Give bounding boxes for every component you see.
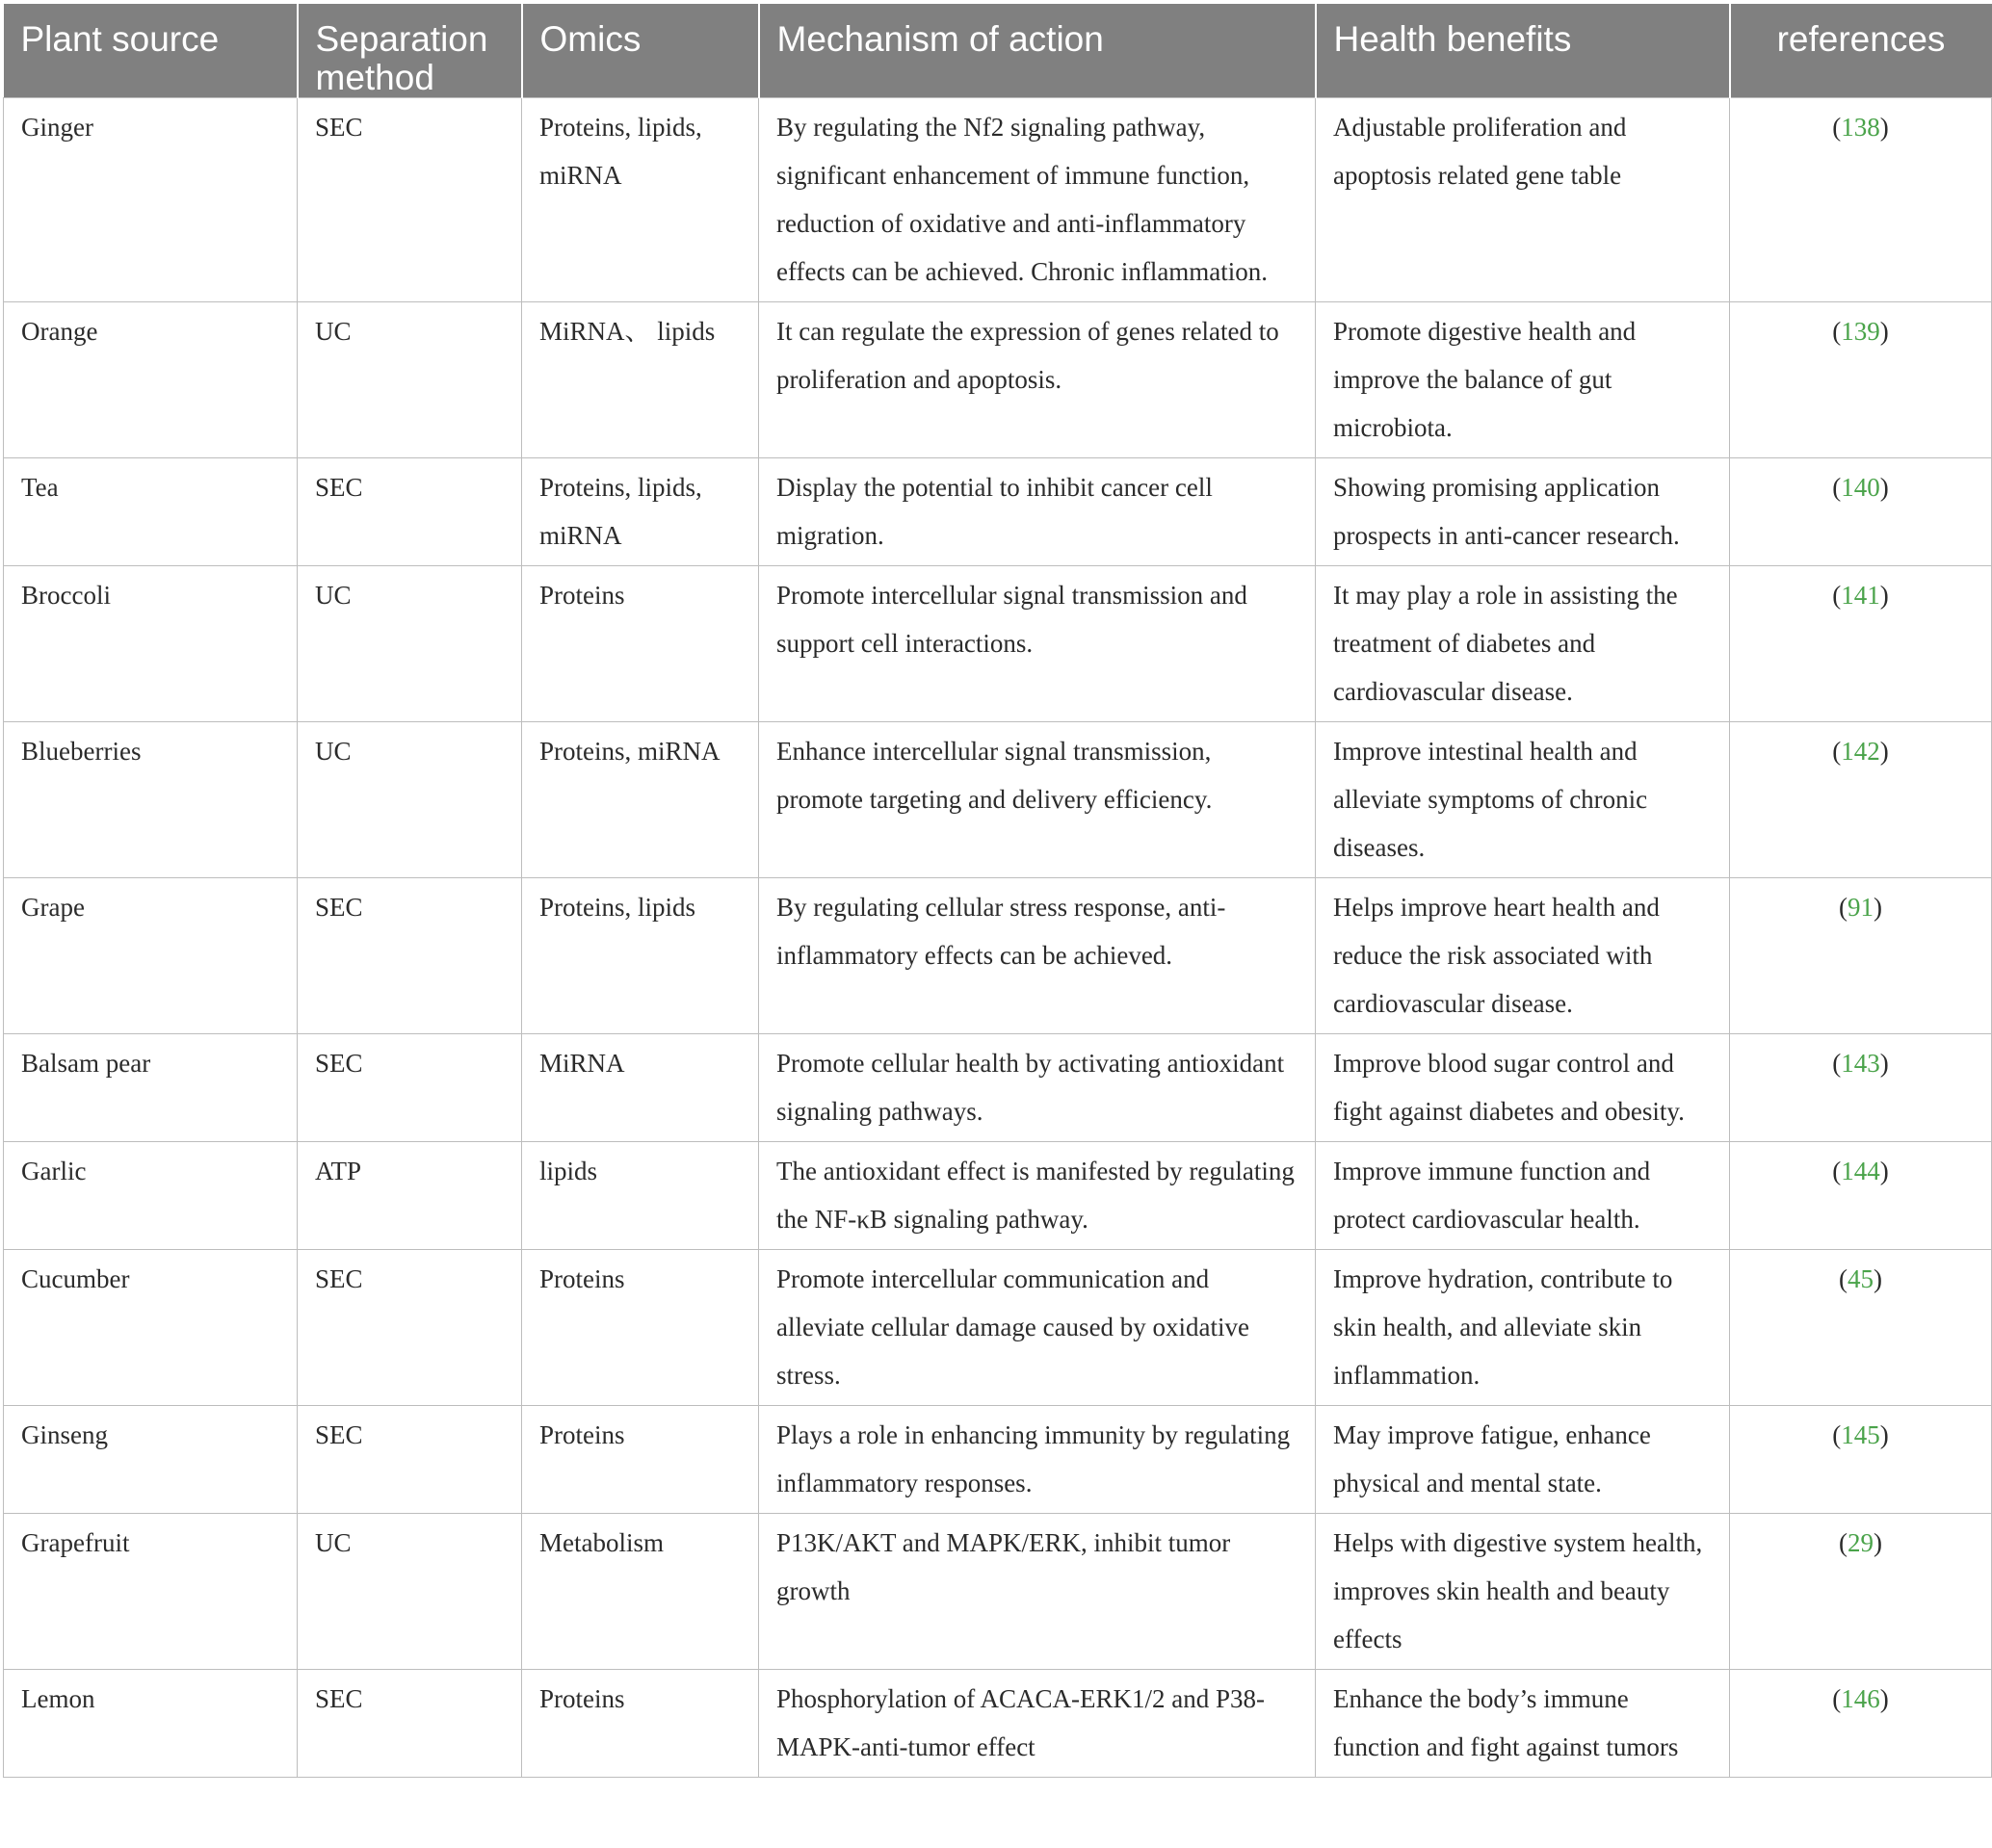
table-row xyxy=(4,722,1992,878)
cell-separation-method: UC xyxy=(298,302,522,458)
cell-reference xyxy=(1730,1250,1992,1406)
cell-plant-source: Cucumber xyxy=(4,1250,298,1406)
cell-mechanism: Plays a role in enhancing immunity by regulating inflammatory responses. xyxy=(759,1406,1316,1514)
cell-separation-method: SEC xyxy=(298,98,522,302)
cell-separation-method: UC xyxy=(298,1514,522,1670)
reference-link[interactable]: 143 xyxy=(1841,1049,1880,1078)
reference-open-paren: ( xyxy=(1832,737,1842,766)
reference-open-paren: ( xyxy=(1839,1528,1848,1557)
cell-mechanism: Display the potential to inhibit cancer cell migration. xyxy=(759,458,1316,566)
cell-health-benefits: Enhance the body’s immune function and fight against tumors xyxy=(1316,1670,1730,1778)
table-row xyxy=(4,1142,1992,1250)
table-row xyxy=(4,98,1992,302)
reference-open-paren: ( xyxy=(1832,1157,1842,1185)
cell-separation-method: SEC xyxy=(298,1406,522,1514)
cell-plant-source: Ginseng xyxy=(4,1406,298,1514)
cell-reference xyxy=(1730,1034,1992,1142)
cell-mechanism: By regulating the Nf2 signaling pathway, significant enhancement of immune function, reduction of oxidative and anti-inflammatory effects can be achieved. Chronic inflammation. xyxy=(759,98,1316,302)
cell-plant-source: Ginger xyxy=(4,98,298,302)
cell-mechanism: The antioxidant effect is manifested by regulating the NF-κB signaling pathway. xyxy=(759,1142,1316,1250)
table-row xyxy=(4,1406,1992,1514)
cell-reference xyxy=(1730,302,1992,458)
reference-link[interactable]: 140 xyxy=(1841,473,1880,502)
plant-exosome-table xyxy=(3,4,1992,1778)
reference-link[interactable]: 141 xyxy=(1841,581,1880,610)
reference-close-paren: ) xyxy=(1879,1049,1889,1078)
cell-omics: Proteins, miRNA xyxy=(522,722,759,878)
cell-omics: Proteins xyxy=(522,1670,759,1778)
cell-plant-source: Orange xyxy=(4,302,298,458)
reference-open-paren: ( xyxy=(1839,1264,1848,1293)
cell-mechanism: Promote cellular health by activating antioxidant signaling pathways. xyxy=(759,1034,1316,1142)
cell-separation-method: SEC xyxy=(298,1034,522,1142)
cell-mechanism: Promote intercellular communication and alleviate cellular damage caused by oxidative stress. xyxy=(759,1250,1316,1406)
cell-reference xyxy=(1730,722,1992,878)
cell-reference xyxy=(1730,458,1992,566)
cell-separation-method: UC xyxy=(298,566,522,722)
table-row xyxy=(4,458,1992,566)
cell-omics: Metabolism xyxy=(522,1514,759,1670)
reference-open-paren: ( xyxy=(1832,1684,1842,1713)
table-row xyxy=(4,302,1992,458)
reference-open-paren: ( xyxy=(1832,1049,1842,1078)
table-container xyxy=(3,4,1991,1778)
header-plant-source: Plant source xyxy=(4,4,298,98)
reference-open-paren: ( xyxy=(1832,581,1842,610)
reference-close-paren: ) xyxy=(1874,1264,1882,1293)
cell-reference xyxy=(1730,1142,1992,1250)
cell-health-benefits: Showing promising application prospects in anti-cancer research. xyxy=(1316,458,1730,566)
cell-reference xyxy=(1730,878,1992,1034)
reference-close-paren: ) xyxy=(1874,893,1882,922)
cell-reference xyxy=(1730,566,1992,722)
cell-plant-source: Lemon xyxy=(4,1670,298,1778)
cell-separation-method: SEC xyxy=(298,878,522,1034)
cell-separation-method: SEC xyxy=(298,1670,522,1778)
cell-health-benefits: Improve blood sugar control and fight against diabetes and obesity. xyxy=(1316,1034,1730,1142)
table-row xyxy=(4,1670,1992,1778)
reference-link[interactable]: 144 xyxy=(1841,1157,1880,1185)
table-header xyxy=(4,4,1992,98)
cell-reference xyxy=(1730,98,1992,302)
cell-separation-method: UC xyxy=(298,722,522,878)
reference-link[interactable]: 139 xyxy=(1841,317,1880,346)
reference-link[interactable]: 146 xyxy=(1841,1684,1880,1713)
reference-close-paren: ) xyxy=(1879,1157,1889,1185)
table-row xyxy=(4,1034,1992,1142)
cell-plant-source: Tea xyxy=(4,458,298,566)
cell-health-benefits: Helps with digestive system health, improves skin health and beauty effects xyxy=(1316,1514,1730,1670)
header-mechanism: Mechanism of action xyxy=(759,4,1316,98)
cell-reference xyxy=(1730,1406,1992,1514)
cell-separation-method: SEC xyxy=(298,1250,522,1406)
reference-open-paren: ( xyxy=(1832,1420,1842,1449)
cell-mechanism: By regulating cellular stress response, anti-inflammatory effects can be achieved. xyxy=(759,878,1316,1034)
table-row xyxy=(4,1250,1992,1406)
table-row xyxy=(4,878,1992,1034)
reference-close-paren: ) xyxy=(1879,737,1889,766)
reference-open-paren: ( xyxy=(1839,893,1848,922)
cell-plant-source: Garlic xyxy=(4,1142,298,1250)
cell-health-benefits: May improve fatigue, enhance physical and mental state. xyxy=(1316,1406,1730,1514)
cell-mechanism: Enhance intercellular signal transmission, promote targeting and delivery efficiency. xyxy=(759,722,1316,878)
cell-omics: MiRNA xyxy=(522,1034,759,1142)
cell-omics: Proteins xyxy=(522,566,759,722)
cell-health-benefits: Adjustable proliferation and apoptosis related gene table xyxy=(1316,98,1730,302)
cell-plant-source: Grape xyxy=(4,878,298,1034)
reference-close-paren: ) xyxy=(1879,581,1889,610)
table-row xyxy=(4,1514,1992,1670)
header-row xyxy=(4,4,1992,98)
cell-plant-source: Blueberries xyxy=(4,722,298,878)
cell-health-benefits: Improve immune function and protect cardiovascular health. xyxy=(1316,1142,1730,1250)
cell-plant-source: Balsam pear xyxy=(4,1034,298,1142)
cell-mechanism: Promote intercellular signal transmission and support cell interactions. xyxy=(759,566,1316,722)
reference-open-paren: ( xyxy=(1832,473,1842,502)
reference-link[interactable]: 138 xyxy=(1841,113,1880,142)
cell-omics: Proteins, lipids, miRNA xyxy=(522,458,759,566)
cell-health-benefits: Promote digestive health and improve the balance of gut microbiota. xyxy=(1316,302,1730,458)
reference-link[interactable]: 91 xyxy=(1848,893,1874,922)
cell-omics: Proteins xyxy=(522,1250,759,1406)
cell-omics: Proteins, lipids xyxy=(522,878,759,1034)
reference-link[interactable]: 45 xyxy=(1848,1264,1874,1293)
cell-omics: MiRNA、 lipids xyxy=(522,302,759,458)
reference-close-paren: ) xyxy=(1879,1420,1889,1449)
cell-mechanism: P13K/AKT and MAPK/ERK, inhibit tumor growth xyxy=(759,1514,1316,1670)
cell-plant-source: Broccoli xyxy=(4,566,298,722)
header-health-benefits: Health benefits xyxy=(1316,4,1730,98)
cell-reference xyxy=(1730,1670,1992,1778)
reference-close-paren: ) xyxy=(1879,473,1889,502)
cell-omics: Proteins xyxy=(522,1406,759,1514)
cell-health-benefits: Improve hydration, contribute to skin health, and alleviate skin inflammation. xyxy=(1316,1250,1730,1406)
header-separation-method: Separation method xyxy=(298,4,522,98)
reference-close-paren: ) xyxy=(1879,113,1889,142)
cell-separation-method: ATP xyxy=(298,1142,522,1250)
cell-reference xyxy=(1730,1514,1992,1670)
reference-open-paren: ( xyxy=(1832,317,1842,346)
reference-open-paren: ( xyxy=(1832,113,1842,142)
cell-health-benefits: Helps improve heart health and reduce the risk associated with cardiovascular disease. xyxy=(1316,878,1730,1034)
table-body xyxy=(4,98,1992,1778)
cell-health-benefits: It may play a role in assisting the treatment of diabetes and cardiovascular disease. xyxy=(1316,566,1730,722)
cell-separation-method: SEC xyxy=(298,458,522,566)
reference-close-paren: ) xyxy=(1879,1684,1889,1713)
table-row xyxy=(4,566,1992,722)
header-omics: Omics xyxy=(522,4,759,98)
cell-omics: lipids xyxy=(522,1142,759,1250)
reference-link[interactable]: 145 xyxy=(1841,1420,1880,1449)
header-references: references xyxy=(1730,4,1992,98)
cell-plant-source: Grapefruit xyxy=(4,1514,298,1670)
cell-health-benefits: Improve intestinal health and alleviate symptoms of chronic diseases. xyxy=(1316,722,1730,878)
cell-omics: Proteins, lipids, miRNA xyxy=(522,98,759,302)
reference-close-paren: ) xyxy=(1874,1528,1882,1557)
cell-mechanism: Phosphorylation of ACACA-ERK1/2 and P38-MAPK-anti-tumor effect xyxy=(759,1670,1316,1778)
reference-link[interactable]: 29 xyxy=(1848,1528,1874,1557)
reference-link[interactable]: 142 xyxy=(1841,737,1880,766)
cell-mechanism: It can regulate the expression of genes related to proliferation and apoptosis. xyxy=(759,302,1316,458)
reference-close-paren: ) xyxy=(1879,317,1889,346)
